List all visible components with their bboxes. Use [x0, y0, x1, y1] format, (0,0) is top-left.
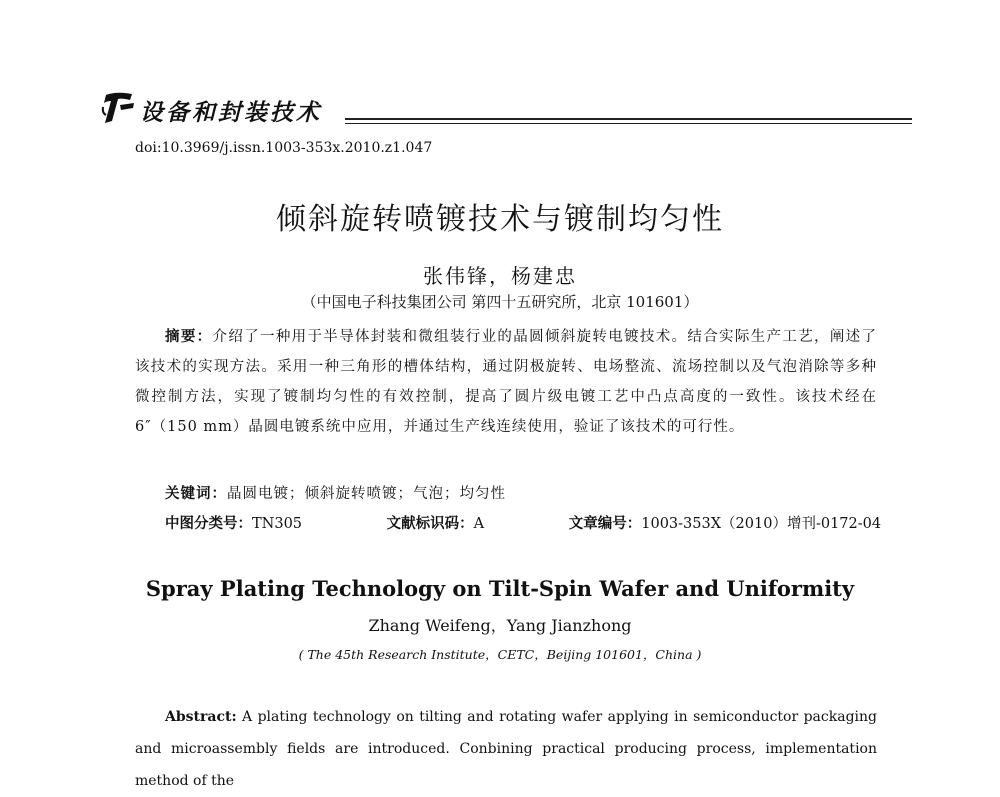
article-number-label: 文章编号：	[568, 515, 642, 532]
affiliation-cn: （中国电子科技集团公司 第四十五研究所，北京 101601）	[301, 293, 699, 311]
abstract-en-label: Abstract:	[165, 709, 237, 725]
header-rule	[345, 118, 912, 120]
document-code	[387, 516, 524, 532]
journal-name: 设备和封装技术	[140, 99, 322, 126]
abstract-en-text: A plating technology on tilting and rotating wafer applying in semiconductor packaging and microassembly fields are introduced. Conbining practical producing process, implementation method of the	[135, 709, 877, 789]
abstract-en	[135, 701, 877, 797]
clc-number	[165, 516, 342, 532]
abstract-cn	[135, 322, 877, 442]
classification-row	[165, 512, 961, 533]
clc-label: 中图分类号：	[165, 515, 252, 532]
authors-en: Zhang Weifeng，Yang Jianzhong	[368, 616, 632, 635]
title-en: Spray Plating Technology on Tilt-Spin Wafer and Uniformity	[145, 576, 855, 601]
doi: doi:10.3969/j.issn.1003-353x.2010.z1.047	[135, 140, 433, 156]
keywords-cn	[165, 482, 506, 503]
journal-header	[100, 91, 912, 131]
keywords-text: 晶圆电镀；倾斜旋转喷镀；气泡；均匀性	[227, 486, 506, 502]
title-cn: 倾斜旋转喷镀技术与镀制均匀性	[276, 202, 724, 237]
document-code-label: 文献标识码：	[386, 515, 474, 532]
abstract-cn-label: 摘要：	[165, 328, 213, 345]
authors-cn: 张伟锋，杨建忠	[423, 264, 577, 288]
article-number	[569, 516, 921, 532]
header-rule-thin	[345, 123, 912, 124]
keywords-label: 关键词：	[165, 485, 227, 502]
journal-logo-icon	[100, 91, 136, 125]
document-code-value: A	[473, 516, 485, 532]
affiliation-en: ( The 45th Research Institute，CETC，Beijing 101601，China )	[298, 647, 702, 662]
abstract-cn-text: 介绍了一种用于半导体封装和微组装行业的晶圆倾斜旋转电镀技术。结合实际生产工艺，阐述了该技术的实现方法。采用一种三角形的槽体结构，通过阴极旋转、电场整流、流场控制以及气泡消除等多种微控制方法，实现了镀制均匀性的有效控制，提高了圆片级电镀工艺中凸点高度的一致性。该技术经在6″（150 mm）晶圆电镀系统中应用，并通过生产线连续使用，验证了该技术的可行性。	[135, 329, 878, 435]
article-number-value: 1003-353X（2010）增刊-0172-04	[641, 516, 882, 532]
clc-value: TN305	[252, 516, 303, 532]
